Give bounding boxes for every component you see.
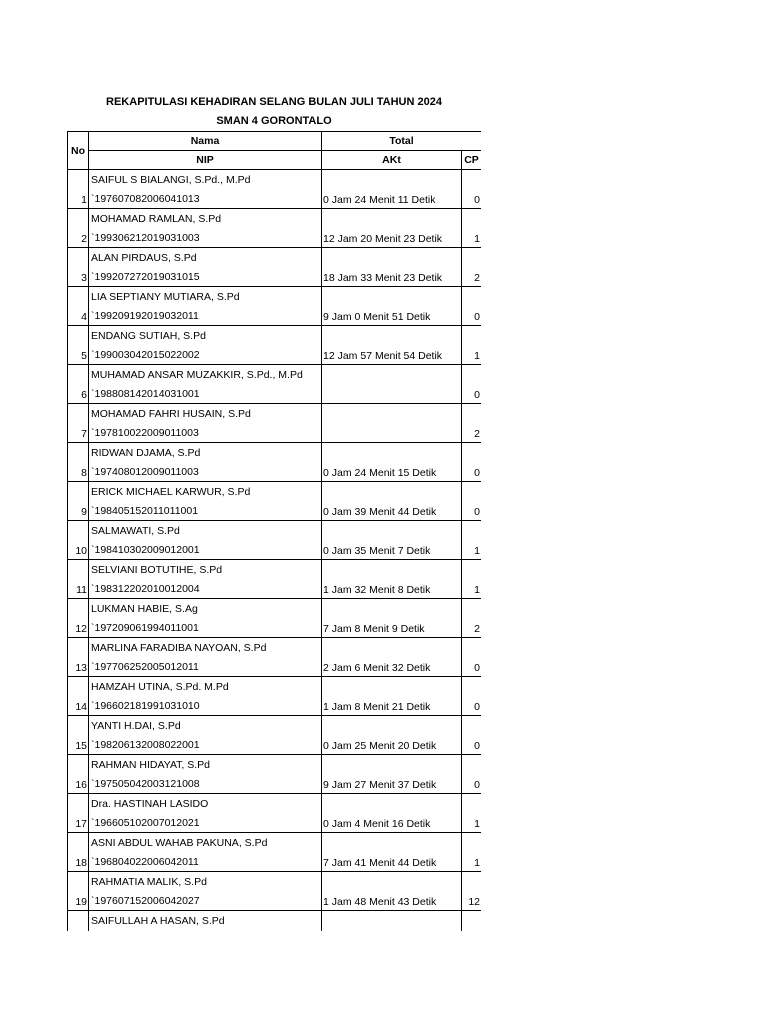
akt-value: 12 Jam 57 Menit 54 Detik — [322, 326, 462, 365]
row-number: 3 — [68, 248, 89, 287]
employee-nip: `196605102007012021 — [89, 814, 322, 833]
employee-name: MOHAMAD RAMLAN, S.Pd — [89, 209, 322, 229]
employee-nip: `199306212019031003 — [89, 229, 322, 248]
table-row — [68, 365, 482, 385]
employee-nip — [89, 931, 322, 932]
employee-nip: `198206132008022001 — [89, 736, 322, 755]
table-row — [68, 677, 482, 697]
header-akt: AKt — [322, 151, 462, 170]
akt-value: 7 Jam 8 Menit 9 Detik — [322, 599, 462, 638]
cp-value: 1 — [462, 794, 482, 833]
row-number: 2 — [68, 209, 89, 248]
cp-value: 0 — [462, 443, 482, 482]
employee-nip: `199003042015022002 — [89, 346, 322, 365]
row-number: 13 — [68, 638, 89, 677]
employee-nip: `197810022009011003 — [89, 424, 322, 443]
employee-nip: `197505042003121008 — [89, 775, 322, 794]
employee-name: LIA SEPTIANY MUTIARA, S.Pd — [89, 287, 322, 307]
employee-nip: `197607152006042027 — [89, 892, 322, 911]
table-row — [68, 716, 482, 736]
akt-value: 2 Jam 6 Menit 32 Detik — [322, 638, 462, 677]
cp-value: 2 — [462, 404, 482, 443]
row-number: 11 — [68, 560, 89, 599]
akt-value: 0 Jam 25 Menit 20 Detik — [322, 716, 462, 755]
employee-name: MUHAMAD ANSAR MUZAKKIR, S.Pd., M.Pd — [89, 365, 322, 385]
employee-name: MARLINA FARADIBA NAYOAN, S.Pd — [89, 638, 322, 658]
employee-name: LUKMAN HABIE, S.Ag — [89, 599, 322, 619]
akt-value: 9 Jam 27 Menit 37 Detik — [322, 755, 462, 794]
row-number: 1 — [68, 170, 89, 209]
table-row — [68, 560, 482, 580]
row-number: 16 — [68, 755, 89, 794]
akt-value: 7 Jam 41 Menit 44 Detik — [322, 833, 462, 872]
employee-nip: `198312202010012004 — [89, 580, 322, 599]
employee-name: RAHMAN HIDAYAT, S.Pd — [89, 755, 322, 775]
cp-value: 2 — [462, 248, 482, 287]
akt-value: 1 Jam 8 Menit 21 Detik — [322, 677, 462, 716]
cp-value: 0 — [462, 677, 482, 716]
header-no: No — [68, 132, 89, 170]
row-number: 10 — [68, 521, 89, 560]
cp-value: 1 — [462, 560, 482, 599]
table-row — [68, 521, 482, 541]
employee-nip: `199207272019031015 — [89, 268, 322, 287]
employee-nip: `197607082006041013 — [89, 190, 322, 209]
cp-value: 1 — [462, 833, 482, 872]
table-row — [68, 833, 482, 853]
header-nama: Nama — [89, 132, 322, 151]
employee-name: ASNI ABDUL WAHAB PAKUNA, S.Pd — [89, 833, 322, 853]
employee-nip: `196602181991031010 — [89, 697, 322, 716]
akt-value: 0 Jam 39 Menit 44 Detik — [322, 482, 462, 521]
cp-value: 0 — [462, 716, 482, 755]
employee-nip: `197408012009011003 — [89, 463, 322, 482]
employee-name: SALMAWATI, S.Pd — [89, 521, 322, 541]
row-number: 18 — [68, 833, 89, 872]
employee-name: YANTI H.DAI, S.Pd — [89, 716, 322, 736]
akt-value — [322, 365, 462, 404]
employee-nip: `197706252005012011 — [89, 658, 322, 677]
header-total: Total — [322, 132, 482, 151]
row-number: 7 — [68, 404, 89, 443]
row-number: 19 — [68, 872, 89, 911]
cp-value: 0 — [462, 170, 482, 209]
employee-name: SAIFULLAH A HASAN, S.Pd — [89, 911, 322, 931]
table-row — [68, 872, 482, 892]
cp-value: 1 — [462, 209, 482, 248]
akt-value: 0 Jam 4 Menit 16 Detik — [322, 794, 462, 833]
akt-value: 18 Jam 33 Menit 23 Detik — [322, 248, 462, 287]
employee-name: RAHMATIA MALIK, S.Pd — [89, 872, 322, 892]
attendance-sheet — [67, 131, 481, 931]
row-number — [68, 911, 89, 932]
row-number: 15 — [68, 716, 89, 755]
akt-value — [322, 404, 462, 443]
employee-name: ALAN PIRDAUS, S.Pd — [89, 248, 322, 268]
table-body — [68, 170, 482, 932]
akt-value: 9 Jam 0 Menit 51 Detik — [322, 287, 462, 326]
akt-value — [322, 911, 462, 932]
employee-name: SAIFUL S BIALANGI, S.Pd., M.Pd — [89, 170, 322, 190]
employee-nip: `198405152011011001 — [89, 502, 322, 521]
employee-name: Dra. HASTINAH LASIDO — [89, 794, 322, 814]
table-row — [68, 911, 482, 931]
table-row — [68, 638, 482, 658]
row-number: 4 — [68, 287, 89, 326]
cp-value: 0 — [462, 482, 482, 521]
table-row — [68, 209, 482, 229]
table-row — [68, 326, 482, 346]
cp-value: 0 — [462, 755, 482, 794]
row-number: 17 — [68, 794, 89, 833]
akt-value: 0 Jam 24 Menit 11 Detik — [322, 170, 462, 209]
cp-value: 1 — [462, 326, 482, 365]
table-row — [68, 599, 482, 619]
employee-nip: `196804022006042011 — [89, 853, 322, 872]
cp-value: 1 — [462, 521, 482, 560]
row-number: 9 — [68, 482, 89, 521]
cp-value: 12 — [462, 872, 482, 911]
employee-nip: `198808142014031001 — [89, 385, 322, 404]
row-number: 6 — [68, 365, 89, 404]
cp-value: 0 — [462, 287, 482, 326]
employee-name: ERICK MICHAEL KARWUR, S.Pd — [89, 482, 322, 502]
cp-value — [462, 911, 482, 932]
row-number: 12 — [68, 599, 89, 638]
employee-name: HAMZAH UTINA, S.Pd. M.Pd — [89, 677, 322, 697]
table-row — [68, 404, 482, 424]
row-number: 14 — [68, 677, 89, 716]
akt-value: 0 Jam 35 Menit 7 Detik — [322, 521, 462, 560]
employee-nip: `199209192019032011 — [89, 307, 322, 326]
akt-value: 0 Jam 24 Menit 15 Detik — [322, 443, 462, 482]
header-nip: NIP — [89, 151, 322, 170]
employee-name: MOHAMAD FAHRI HUSAIN, S.Pd — [89, 404, 322, 424]
employee-name: SELVIANI BOTUTIHE, S.Pd — [89, 560, 322, 580]
row-number: 8 — [68, 443, 89, 482]
akt-value: 1 Jam 32 Menit 8 Detik — [322, 560, 462, 599]
table-row — [68, 443, 482, 463]
school-name: SMAN 4 GORONTALO — [216, 115, 332, 127]
cp-value: 0 — [462, 638, 482, 677]
document-title: REKAPITULASI KEHADIRAN SELANG BULAN JULI TAHUN 2024 — [106, 96, 442, 108]
employee-name: ENDANG SUTIAH, S.Pd — [89, 326, 322, 346]
table-row — [68, 248, 482, 268]
row-number: 5 — [68, 326, 89, 365]
table-row — [68, 170, 482, 190]
employee-nip: `197209061994011001 — [89, 619, 322, 638]
employee-nip: `198410302009012001 — [89, 541, 322, 560]
table-row — [68, 482, 482, 502]
akt-value: 1 Jam 48 Menit 43 Detik — [322, 872, 462, 911]
table-row — [68, 794, 482, 814]
table-row — [68, 755, 482, 775]
header-cp: CP — [462, 151, 482, 170]
table-row — [68, 287, 482, 307]
employee-name: RIDWAN DJAMA, S.Pd — [89, 443, 322, 463]
akt-value: 12 Jam 20 Menit 23 Detik — [322, 209, 462, 248]
cp-value: 0 — [462, 365, 482, 404]
attendance-table — [67, 131, 481, 931]
cp-value: 2 — [462, 599, 482, 638]
